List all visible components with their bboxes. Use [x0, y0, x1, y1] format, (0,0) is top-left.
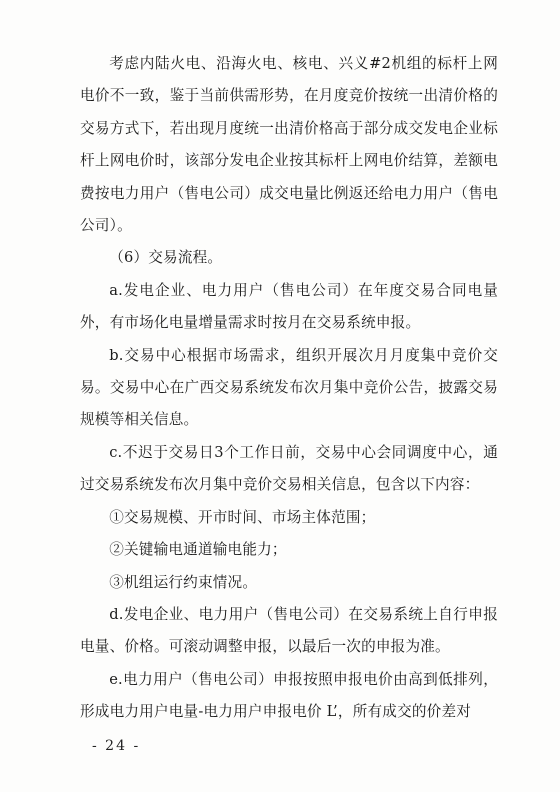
document-body — [80, 48, 498, 729]
paragraph-item-e: e.电力用户（售电公司）申报按照申报电价由高到低排列，形成电力用户电量-电力用户申报电价 L’，所有成交的价差对 — [80, 670, 498, 721]
paragraph-item-a: a.发电企业、电力用户（售电公司）在年度交易合同电量外，有市场化电量增量需求时按月在交易系统申报。 — [80, 281, 498, 332]
paragraph-item-b: b.交易中心根据市场需求，组织开展次月月度集中竞价交易。交易中心在广西交易系统发布次月集中竞价公告，披露交易规模等相关信息。 — [80, 346, 498, 429]
paragraph-price-settlement: 考虑内陆火电、沿海火电、核电、兴义#2机组的标杆上网电价不一致，鉴于当前供需形势，在月度竞价按统一出清价格的交易方式下，若出现月度统一出清价格高于部分成交发电企业标杆上网电价时，该部分发电企业按其标杆上网电价结算，差额电费按电力用户（售电公司）成交电量比例返还给电力用户（售电公司）。 — [80, 55, 498, 235]
paragraph-item-c: c.不迟于交易日3个工作日前，交易中心会同调度中心，通过交易系统发布次月集中竞价交易相关信息，包含以下内容： — [80, 443, 498, 494]
paragraph-item-d: d.发电企业、电力用户（售电公司）在交易系统上自行申报电量、价格。可滚动调整申报，以最后一次的申报为准。 — [80, 605, 498, 656]
paragraph-subitem-2: ②关键输电通道输电能力； — [109, 541, 287, 559]
paragraph-subitem-3: ③机组运行约束情况。 — [109, 573, 258, 591]
paragraph-subitem-1: ①交易规模、开市时间、市场主体范围； — [109, 508, 376, 526]
page-number: - 24 - — [92, 738, 141, 754]
section-heading-trading-process: （6）交易流程。 — [109, 249, 223, 267]
